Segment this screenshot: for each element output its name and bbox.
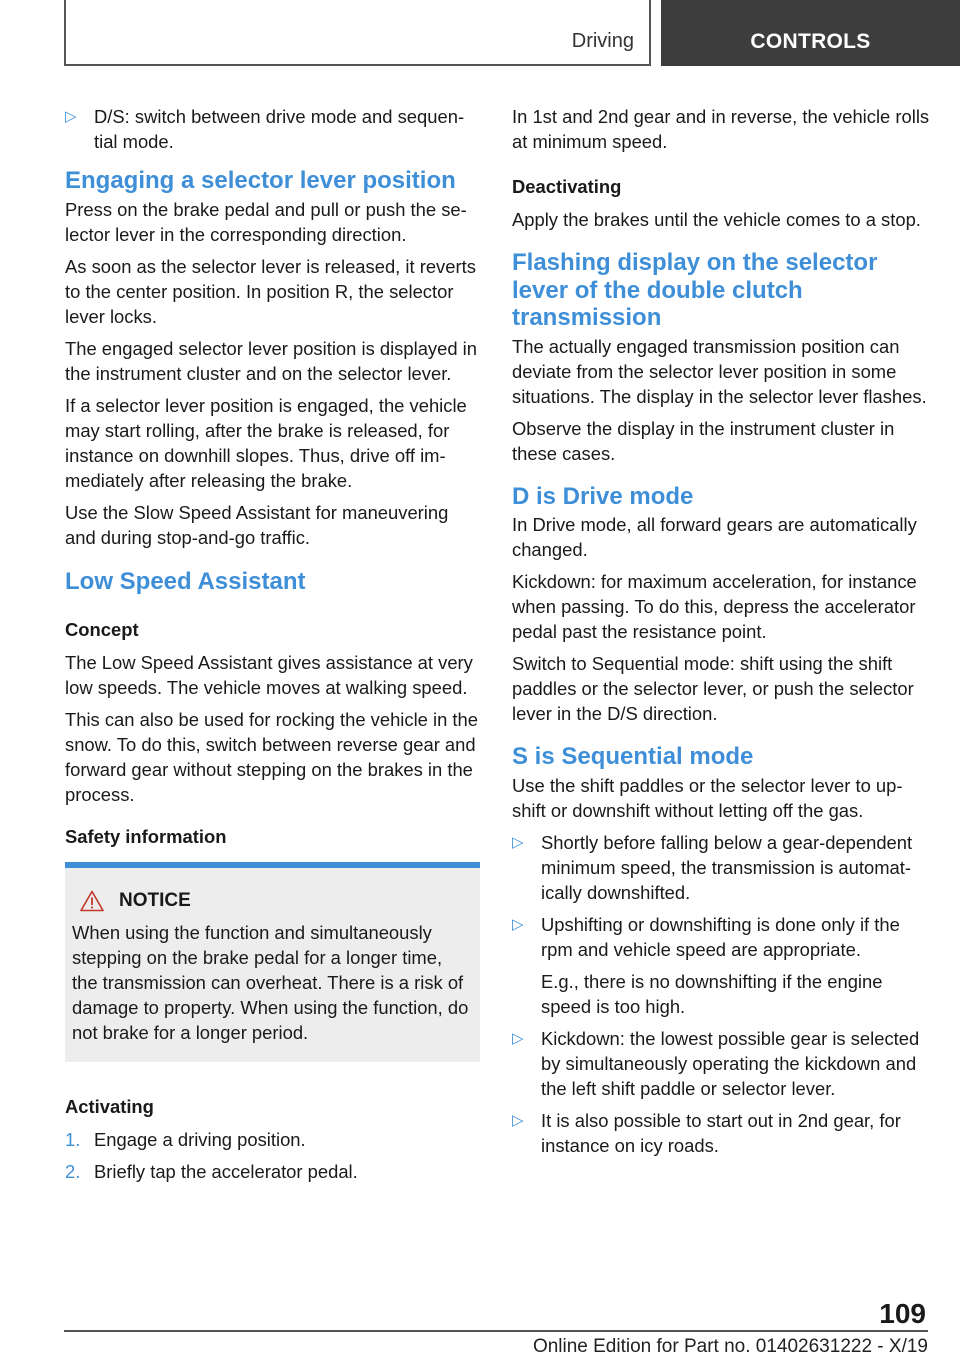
list-item-text: Shortly before falling below a gear-dependent minimum speed, the transmission is automatically downshifted. [541,831,913,903]
notice-text: When using the function and simultaneously stepping on the brake pedal for a longer time, the transmission can overheat. There is a risk of damage to property. When using the function, do not brake for a longer period. [72,922,469,1043]
paragraph: Apply the brakes until the vehicle comes to a stop. [512,209,921,230]
list-item [512,912,930,1019]
notice-title: NOTICE [119,890,191,911]
list-item [65,1127,480,1152]
paragraph: Use the shift paddles or the selector lever to upshift or downshift without letting off the gas. [512,774,903,821]
header-tab [661,0,960,66]
list-item [512,830,930,905]
paragraph: Observe the display in the instrument cluster in these cases. [512,417,895,464]
heading-sequential-mode: S is Sequential mode [512,743,754,770]
paragraph: The engaged selector lever position is displayed in the instrument cluster and on the selector lever. [65,337,477,384]
list-item [512,1108,930,1158]
paragraph: The Low Speed Assistant gives assistance at very low speeds. The vehicle moves at walking speed. [65,652,473,698]
bullet-triangle-icon: ▷ [512,1029,524,1047]
paragraph: The actually engaged transmission position can deviate from the selector lever position in some situations. The display in the selector lever flashes. [512,335,927,407]
paragraph: Switch to Sequential mode: shift using the shift paddles or the selector lever, or push the selector lever in the D/S direction. [512,653,914,724]
paragraph: Kickdown: for maximum acceleration, for instance when passing. To do this, depress the accelerator pedal past the resistance point. [512,571,917,642]
heading-flashing-display: Flashing display on the selector lever of the double clutch transmission [512,249,878,331]
paragraph: This can also be used for rocking the vehicle in the snow. To do this, switch between reverse gear and forward gear without stepping on the brakes in the process. [65,709,478,805]
header-rule [64,64,649,66]
subheading-deactivating: Deactivating [512,176,622,197]
paragraph: Use the Slow Speed Assistant for maneuvering and during stop-and-go traffic. [65,501,449,548]
list-item [65,1159,480,1184]
heading-low-speed-assistant: Low Speed Assistant [65,567,306,595]
list-item-text: D/S: switch between drive mode and sequential mode. [94,106,465,152]
subheading-concept: Concept [65,619,139,640]
bullet-triangle-icon: ▷ [512,1111,524,1129]
list-item [65,104,480,154]
footer-edition: Online Edition for Part no. 01402631222 - X/19 [532,1336,928,1357]
list-item-text: Upshifting or downshifting is done only if the rpm and vehicle speed are appropriate. [541,913,900,960]
paragraph: In Drive mode, all forward gears are automatically changed. [512,514,917,560]
step-number: 2. [65,1161,81,1182]
paragraph: Press on the brake pedal and pull or push the selector lever in the corresponding direction. [65,198,467,245]
header-tab-label: CONTROLS [750,30,871,53]
left-column [65,104,480,1191]
step-number: 1. [65,1129,81,1150]
bullet-triangle-icon: ▷ [512,833,524,851]
warning-triangle-icon [80,890,104,912]
subheading-activating: Activating [65,1096,154,1117]
heading-drive-mode: D is Drive mode [512,482,694,510]
paragraph: In 1st and 2nd gear and in reverse, the vehicle rolls at minimum speed. [512,106,930,152]
step-text: Engage a driving position. [94,1129,306,1150]
subheading-safety-information: Safety information [65,826,227,847]
bullet-triangle-icon: ▷ [65,108,77,125]
paragraph: If a selector lever position is engaged, the vehicle may start rolling, after the brake is released, for instance on downhill slopes. Thus, drive off immediately after releasing the brake. [65,394,467,491]
bullet-triangle-icon: ▷ [512,915,524,933]
header-section-label: Driving [571,30,634,52]
notice-box [65,862,480,1062]
list-item-continuation: E.g., there is no downshifting if the engine speed is too high. [541,970,883,1017]
right-column [512,104,930,1165]
header-left-line [64,0,66,66]
page-number: 109 [879,1298,926,1329]
list-item-text: Kickdown: the lowest possible gear is selected by simultaneously operating the kickdown and the left shift paddle or selector lever. [541,1027,920,1099]
paragraph: As soon as the selector lever is released, it reverts to the center position. In position R, the selector lever locks. [65,255,476,327]
footer-rule [64,1330,928,1332]
heading-engaging: Engaging a selector lever position [65,167,456,194]
list-item-text: It is also possible to start out in 2nd gear, for instance on icy roads. [541,1109,901,1156]
list-item [512,1026,930,1101]
step-text: Briefly tap the accelerator pedal. [94,1161,358,1182]
notice-header [72,888,472,913]
header-divider [649,0,651,66]
